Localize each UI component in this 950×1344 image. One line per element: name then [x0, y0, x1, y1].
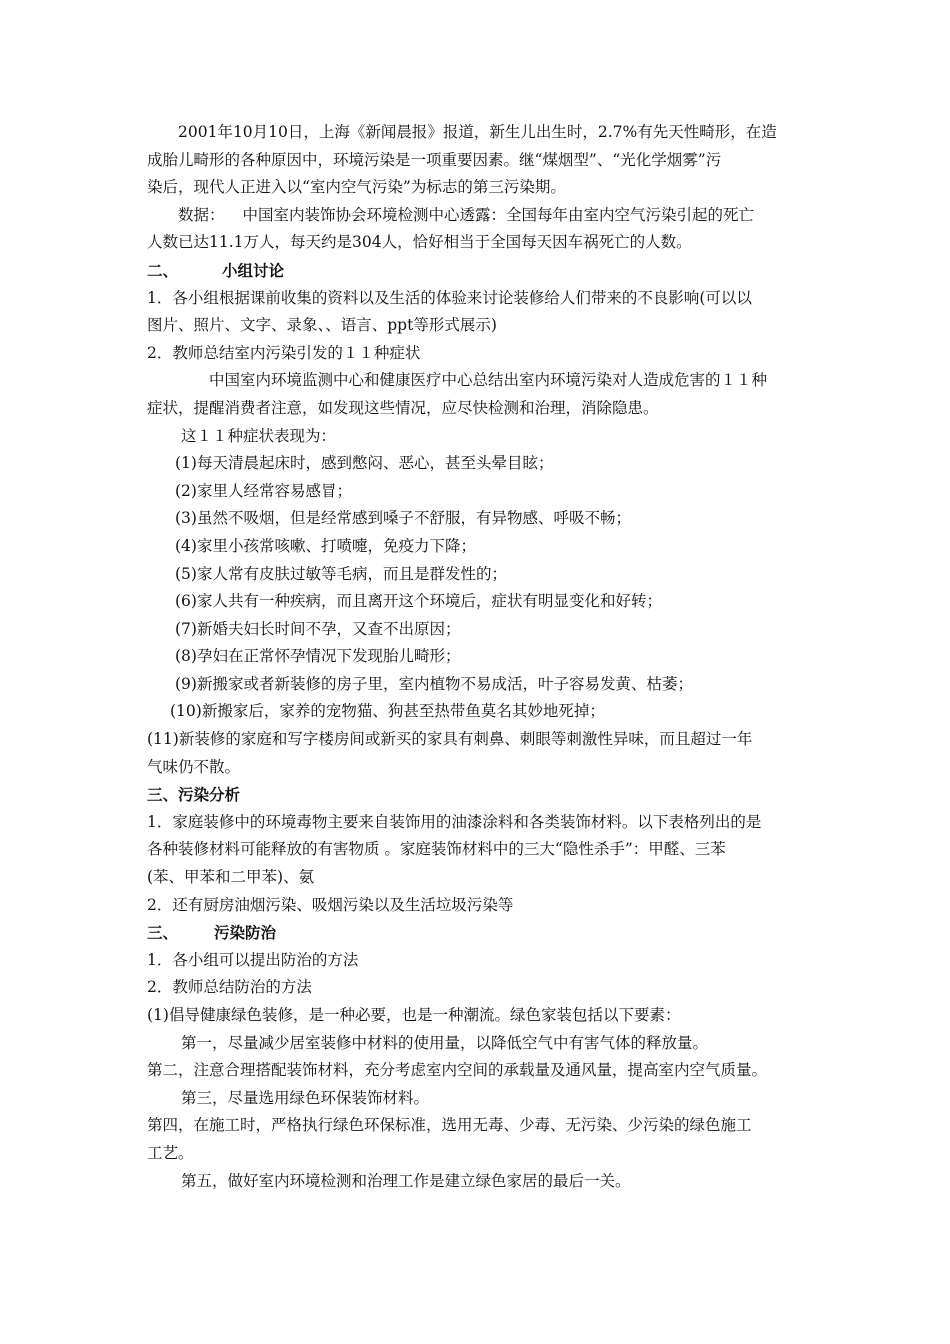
summary-paragraph-line: 中国室内环境监测中心和健康医疗中心总结出室内环境污染对人造成危害的１１种 — [209, 371, 768, 390]
green-element-fourth: 工艺。 — [147, 1143, 194, 1162]
document-body — [147, 119, 817, 1195]
intro-paragraph-line: 染后，现代人正进入以“室内空气污染”为标志的第三污染期。 — [147, 178, 566, 197]
symptoms-lead: 这１１种症状表现为： — [181, 426, 337, 445]
green-element-fourth: 第四，在施工时，严格执行绿色环保标准，选用无毒、少毒、无污染、少污染的绿色施工 — [147, 1116, 752, 1135]
symptom-item: (1)每天清晨起床时，感到憋闷、恶心，甚至头晕目眩； — [175, 454, 554, 473]
symptom-item: (3)虽然不吸烟，但是经常感到嗓子不舒服，有异物感、呼吸不畅； — [175, 509, 631, 528]
symptom-item: (4)家里小孩常咳嗽、打喷嚏，免疫力下降； — [175, 536, 476, 555]
list-item-line: 图片、照片、文字、录象、、语言、ppt等形式展示) — [147, 316, 497, 335]
data-paragraph-line: 人数已达11.1万人，每天约是304人，恰好相当于全国每天因车祸死亡的人数。 — [147, 233, 692, 252]
data-paragraph-line — [147, 202, 817, 230]
green-element-third: 第三，尽量选用绿色环保装饰材料。 — [181, 1088, 430, 1107]
analysis-item-line: 1．家庭装修中的环境毒物主要来自装饰用的油漆涂料和各类装饰材料。以下表格列出的是 — [147, 812, 762, 831]
summary-paragraph-line: 症状，提醒消费者注意，如发现这些情况，应尽快检测和治理，消除隐患。 — [147, 398, 659, 417]
intro-paragraph-line: 成胎儿畸形的各种原因中，环境污染是一项重要因素。继“煤烟型”、“光化学烟雾”污 — [147, 150, 722, 169]
section-number: 三、 — [147, 923, 179, 943]
symptom-item: (11)新装修的家庭和写字楼房间或新买的家具有刺鼻、刺眼等刺激性异味，而且超过一年 — [147, 730, 753, 749]
symptom-item: (2)家里人经常容易感冒； — [175, 481, 352, 500]
prevention-item-line: 2．教师总结防治的方法 — [147, 978, 312, 997]
section-heading-analysis: 三、污染分析 — [147, 785, 241, 805]
prevention-item-line: 1．各小组可以提出防治的方法 — [147, 950, 359, 969]
section-heading-prevention — [147, 919, 817, 947]
symptom-item: (8)孕妇在正常怀孕情况下发现胎儿畸形； — [175, 647, 461, 666]
section-heading-discussion — [147, 257, 817, 285]
data-text: 中国室内装饰协会环境检测中心透露：全国每年由室内空气污染引起的死亡 — [242, 205, 755, 224]
analysis-item-line: 各种装修材料可能释放的有害物质 。家庭装饰材料中的三大“隐性杀手”：甲醛、三苯 — [147, 840, 726, 859]
symptom-item: (7)新婚夫妇长时间不孕，又查不出原因； — [175, 619, 461, 638]
analysis-item-line: 2．还有厨房油烟污染、吸烟污染以及生活垃圾污染等 — [147, 895, 514, 914]
list-item-line: 1．各小组根据课前收集的资料以及生活的体验来讨论装修给人们带来的不良影响(可以以 — [147, 288, 752, 307]
section-title: 小组讨论 — [222, 260, 285, 280]
symptom-item: (6)家人共有一种疾病，而且离开这个环境后，症状有明显变化和好转； — [175, 592, 662, 611]
data-label: 数据： — [178, 205, 225, 224]
symptom-item: 气味仍不散。 — [147, 757, 241, 776]
symptom-item: (5)家人常有皮肤过敏等毛病，而且是群发性的； — [175, 564, 507, 583]
symptom-item: (9)新搬家或者新装修的房子里，室内植物不易成活，叶子容易发黄、枯萎； — [175, 674, 693, 693]
green-element-first: 第一，尽量减少居室装修中材料的使用量，以降低空气中有害气体的释放量。 — [181, 1033, 709, 1052]
prevention-item-line: (1)倡导健康绿色装修，是一种必要，也是一种潮流。绿色家装包括以下要素： — [147, 1006, 681, 1024]
green-element-fifth: 第五，做好室内环境检测和治理工作是建立绿色家居的最后一关。 — [181, 1171, 631, 1190]
list-item-line: 2．教师总结室内污染引发的１１种症状 — [147, 343, 421, 362]
section-number: 二、 — [147, 260, 179, 280]
intro-paragraph-line: 2001年10月10日，上海《新闻晨报》报道，新生儿出生时，2.7%有先天性畸形，在造 — [178, 123, 777, 141]
green-element-second: 第二，注意合理搭配装饰材料，充分考虑室内空间的承载量及通风量，提高室内空气质量。 — [147, 1061, 768, 1080]
symptom-item: (10)新搬家后，家养的宠物猫、狗甚至热带鱼莫名其妙地死掉； — [170, 702, 605, 721]
analysis-item-line: (苯、甲苯和二甲苯)、氨 — [147, 868, 315, 887]
section-title: 污染防治 — [214, 923, 277, 943]
